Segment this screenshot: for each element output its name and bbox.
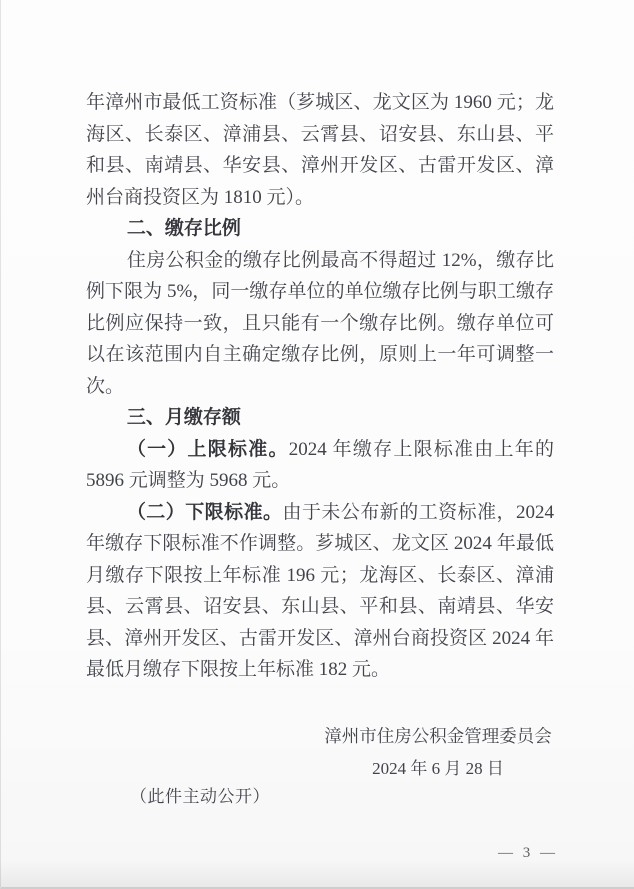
section-heading-monthly-deposit: 三、月缴存额 xyxy=(126,407,241,428)
disclosure-note: （此件主动公开） xyxy=(130,787,270,806)
item-upper-limit-lead: （一）上限标准。 xyxy=(126,438,289,460)
signature-date: 2024 年 6 月 28 日 xyxy=(372,758,504,778)
item-upper-limit-text: 2024 年缴存上限标准由上年的 5896 元调整为 5968 元。 xyxy=(86,438,554,491)
item-lower-limit-lead: （二）下限标准。 xyxy=(126,501,283,523)
document-body xyxy=(86,87,554,686)
continuation-paragraph: 年漳州市最低工资标准（芗城区、龙文区为 1960 元；龙海区、长泰区、漳浦县、云霄县、诏安县、东山县、平和县、南靖县、华安县、漳州开发区、古雷开发区、漳州台商投资区为 1810 元）。 xyxy=(86,92,554,208)
item-lower-limit-text: 由于未公布新的工资标准，2024 年缴存下限标准不作调整。芗城区、龙文区 2024 年最低月缴存下限按上年标准 196 元；龙海区、长泰区、漳浦县、云霄县、诏安县、东山县、平和县、南靖县、华安县、漳州开发区、古雷开发区、漳州台商投资区 2024 年最低月缴存下限按上年标准 182 元。 xyxy=(86,501,554,680)
signature-organization: 漳州市住房公积金管理委员会 xyxy=(324,726,552,746)
item-upper-limit xyxy=(86,434,554,497)
section-body-deposit-ratio: 住房公积金的缴存比例最高不得超过 12%，缴存比例下限为 5%，同一缴存单位的单位缴存比例与职工缴存比例应保持一致，且只能有一个缴存比例。缴存单位可以在该范围内自主确定缴存比例，原则上一年可调整一次。 xyxy=(86,249,554,397)
item-lower-limit xyxy=(86,497,554,686)
section-heading-deposit-ratio: 二、缴存比例 xyxy=(126,218,241,239)
page-number: — 3 — xyxy=(498,845,558,861)
signature-block xyxy=(322,721,554,784)
